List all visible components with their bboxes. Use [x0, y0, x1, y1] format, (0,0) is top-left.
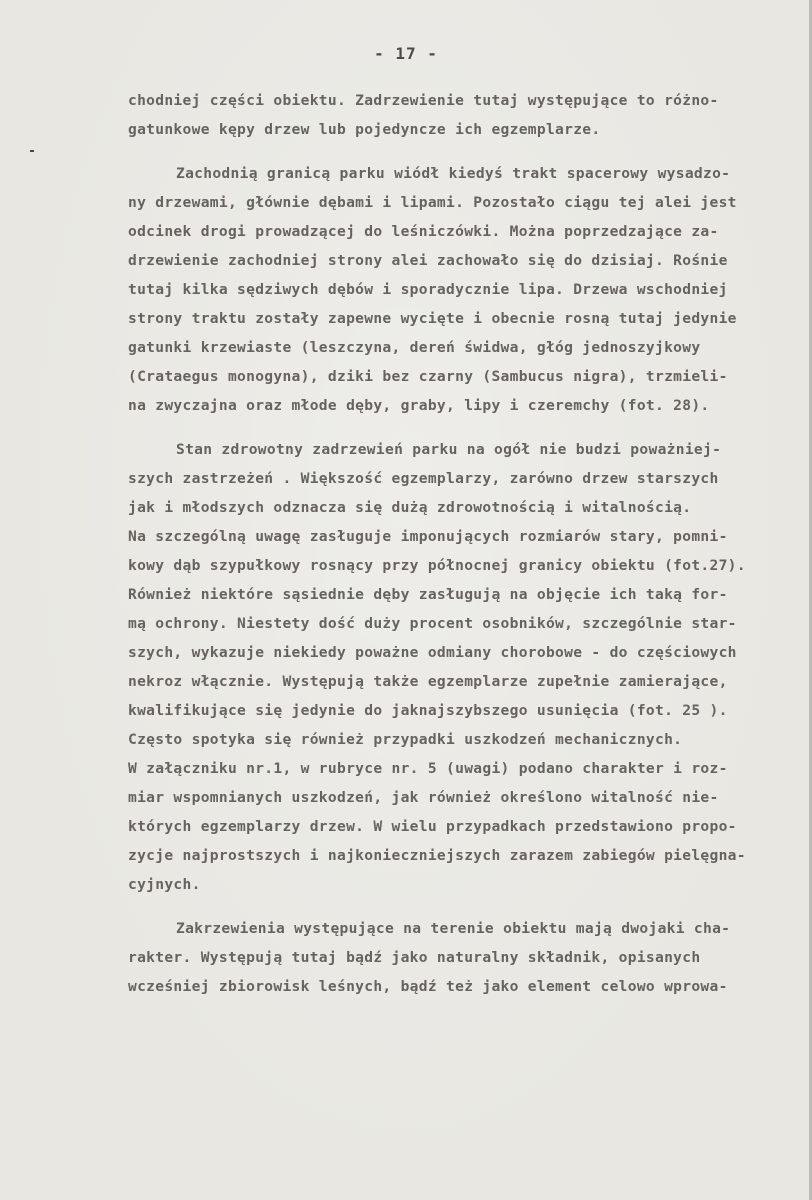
text-line: mą ochrony. Niestety dość duży procent osobników, szczególnie star-	[128, 615, 737, 632]
text-line: rakter. Występują tutaj bądź jako naturalny składnik, opisanych	[128, 949, 701, 966]
text-line: nekroz włącznie. Występują także egzemplarze zupełnie zamierające,	[128, 673, 728, 690]
text-line: szych, wykazuje niekiedy poważne odmiany chorobowe - do częściowych	[128, 644, 737, 661]
text-line: odcinek drogi prowadzącej do leśniczówki. Można poprzedzające za-	[128, 223, 719, 240]
text-line: Na szczególną uwagę zasługuje imponujących rozmiarów stary, pomni-	[128, 528, 728, 545]
text-line: tutaj kilka sędziwych dębów i sporadycznie lipa. Drzewa wschodniej	[128, 281, 728, 298]
text-line: strony traktu zostały zapewne wycięte i obecnie rosną tutaj jedynie	[128, 310, 737, 327]
text-line: chodniej części obiektu. Zadrzewienie tutaj występujące to różno-	[128, 92, 719, 109]
text-line: zycje najprostszych i najkonieczniejszych zarazem zabiegów pielęgna-	[128, 847, 746, 864]
text-line: szych zastrzeżeń . Większość egzemplarzy, zarówno drzew starszych	[128, 470, 719, 487]
page-number: - 17 -	[374, 44, 438, 63]
text-line: Zachodnią granicą parku wiódł kiedyś trakt spacerowy wysadzo-	[176, 165, 731, 182]
text-line: Często spotyka się również przypadki uszkodzeń mechanicznych.	[128, 731, 683, 748]
text-line: ny drzewami, głównie dębami i lipami. Pozostało ciągu tej alei jest	[128, 194, 737, 211]
text-line: cyjnych.	[128, 876, 201, 893]
text-line: kwalifikujące się jedynie do jaknajszybszego usunięcia (fot. 25 ).	[128, 702, 728, 719]
body-text	[128, 86, 808, 1001]
text-line: gatunkowe kępy drzew lub pojedyncze ich egzemplarze.	[128, 121, 601, 138]
margin-mark	[30, 150, 34, 152]
text-line: kowy dąb szypułkowy rosnący przy północnej granicy obiektu (fot.27).	[128, 557, 746, 574]
text-line: miar wspomnianych uszkodzeń, jak również określono witalność nie-	[128, 789, 719, 806]
text-line: Zakrzewienia występujące na terenie obiektu mają dwojaki cha-	[176, 920, 731, 937]
text-line: (Crataegus monogyna), dziki bez czarny (Sambucus nigra), trzmieli-	[128, 368, 728, 385]
text-line: wcześniej zbiorowisk leśnych, bądź też jako element celowo wprowa-	[128, 978, 728, 995]
text-line: gatunki krzewiaste (leszczyna, dereń świdwa, głóg jednoszyjkowy	[128, 339, 701, 356]
text-line: Stan zdrowotny zadrzewień parku na ogół nie budzi poważniej-	[176, 441, 722, 458]
text-line: których egzemplarzy drzew. W wielu przypadkach przedstawiono propo-	[128, 818, 737, 835]
text-line: drzewienie zachodniej strony alei zachowało się do dzisiaj. Rośnie	[128, 252, 728, 269]
text-line: Również niektóre sąsiednie dęby zasługują na objęcie ich taką for-	[128, 586, 728, 603]
text-line: na zwyczajna oraz młode dęby, graby, lipy i czeremchy (fot. 28).	[128, 397, 710, 414]
text-line: jak i młodszych odznacza się dużą zdrowotnością i witalnością.	[128, 499, 692, 516]
text-line: W załączniku nr.1, w rubryce nr. 5 (uwagi) podano charakter i roz-	[128, 760, 728, 777]
